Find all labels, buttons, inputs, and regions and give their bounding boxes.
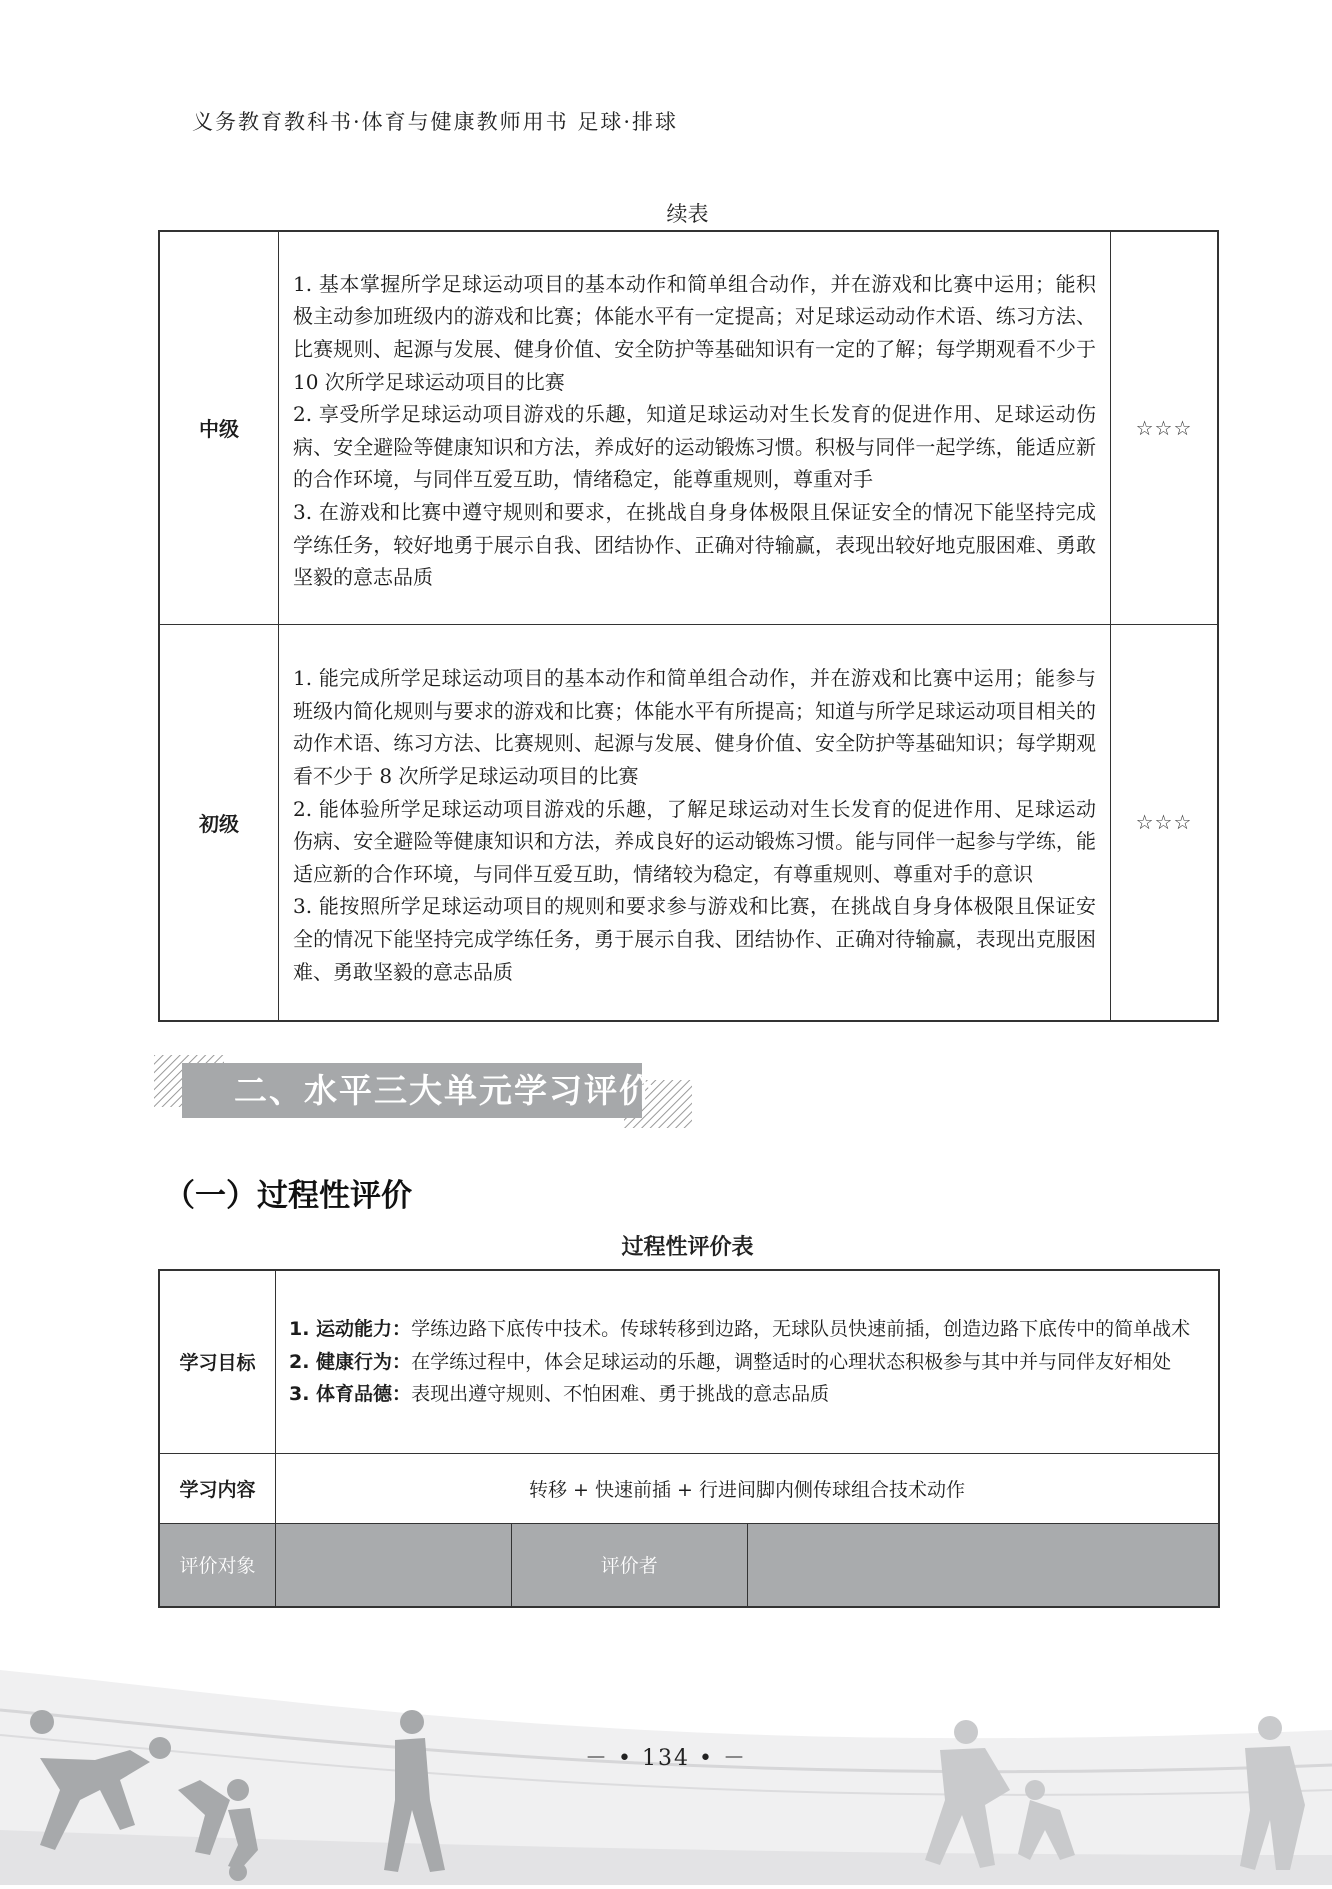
table-row (159, 1270, 1219, 1453)
goal-item: 1. 运动能力：学练边路下底传中技术。传球转移到边路，无球队员快速前插，创造边路下底传中的简单战术 (289, 1318, 1191, 1340)
process-table-caption: 过程性评价表 (621, 1235, 754, 1260)
level-label: 初级 (159, 624, 279, 1021)
standards-table (158, 230, 1219, 1022)
description-line: 3. 能按照所学足球运动项目的规则和要求参与游戏和比赛，在挑战自身身体极限且保证安全的情况下能坚持完成学练任务，勇于展示自我、团结协作、正确对待输赢，表现出克服困难、勇敢坚毅的意志品质 (293, 894, 1096, 984)
section-title: 二、水平三大单元学习评价 (234, 1071, 654, 1110)
empty-cell (747, 1523, 1219, 1607)
goal-item: 2. 健康行为：在学练过程中，体会足球运动的乐趣，调整适时的心理状态积极参与其中并与同伴友好相处 (289, 1350, 1172, 1373)
process-evaluation-table (158, 1269, 1220, 1608)
content-value: 转移 + 快速前插 + 行进间脚内侧传球组合技术动作 (276, 1453, 1220, 1523)
level-label: 中级 (159, 231, 279, 624)
level-description (279, 624, 1111, 1021)
description-line: 1. 能完成所学足球运动项目的基本动作和简单组合动作，并在游戏和比赛中运用；能参与班级内简化规则与要求的游戏和比赛；体能水平有所提高；知道与所学足球运动项目相关的动作术语、练习方法、比赛规则、起源与发展、健身价值、安全防护等基础知识；每学期观看不少于 8 次所学足球运动项目的比赛 (293, 666, 1096, 789)
table-row (159, 624, 1218, 1021)
goals-label: 学习目标 (159, 1270, 276, 1453)
table-row (159, 231, 1218, 624)
level-description (279, 231, 1111, 624)
content-label: 学习内容 (159, 1453, 276, 1523)
evaluator-label: 评价者 (511, 1523, 747, 1607)
description-line: 2. 享受所学足球运动项目游戏的乐趣，知道足球运动对生长发育的促进作用、足球运动伤病、安全避险等健康知识和方法，养成好的运动锻炼习惯。积极与同伴一起学练，能适应新的合作环境，与同伴互爱互助，情绪稳定，能尊重规则，尊重对手 (293, 402, 1096, 492)
description-line: 2. 能体验所学足球运动项目游戏的乐趣，了解足球运动对生长发育的促进作用、足球运动伤病、安全避险等健康知识和方法，养成良好的运动锻炼习惯。能与同伴一起参与学练，能适应新的合作环境，与同伴互爱互助，情绪较为稳定，有尊重规则、尊重对手的意识 (293, 796, 1096, 886)
continued-table-caption: 续表 (666, 202, 709, 226)
section-banner (154, 1055, 694, 1130)
star-rating: ☆☆☆ (1111, 231, 1219, 624)
empty-cell (276, 1523, 512, 1607)
description-line: 1. 基本掌握所学足球运动项目的基本动作和简单组合动作，并在游戏和比赛中运用；能积极主动参加班级内的游戏和比赛；体能水平有一定提高；对足球运动动作术语、练习方法、比赛规则、起源与发展、健身价值、安全防护等基础知识有一定的了解；每学期观看不少于 10 次所学足球运动项目的比赛 (293, 271, 1096, 394)
eval-target-label: 评价对象 (159, 1523, 276, 1607)
subsection-heading: （一）过程性评价 (164, 1178, 412, 1214)
running-head: 义务教育教科书·体育与健康教师用书 足球·排球 (192, 110, 679, 134)
star-rating: ☆☆☆ (1111, 624, 1219, 1021)
goals-cell (276, 1270, 1220, 1453)
table-row (159, 1523, 1219, 1607)
page-number: － • 134 • － (585, 1746, 747, 1771)
table-row (159, 1453, 1219, 1523)
description-line: 3. 在游戏和比赛中遵守规则和要求，在挑战自身身体极限且保证安全的情况下能坚持完成学练任务，较好地勇于展示自我、团结协作、正确对待输赢，表现出较好地克服困难、勇敢坚毅的意志品质 (293, 499, 1096, 590)
goal-item: 3. 体育品德：表现出遵守规则、不怕困难、勇于挑战的意志品质 (289, 1383, 830, 1405)
